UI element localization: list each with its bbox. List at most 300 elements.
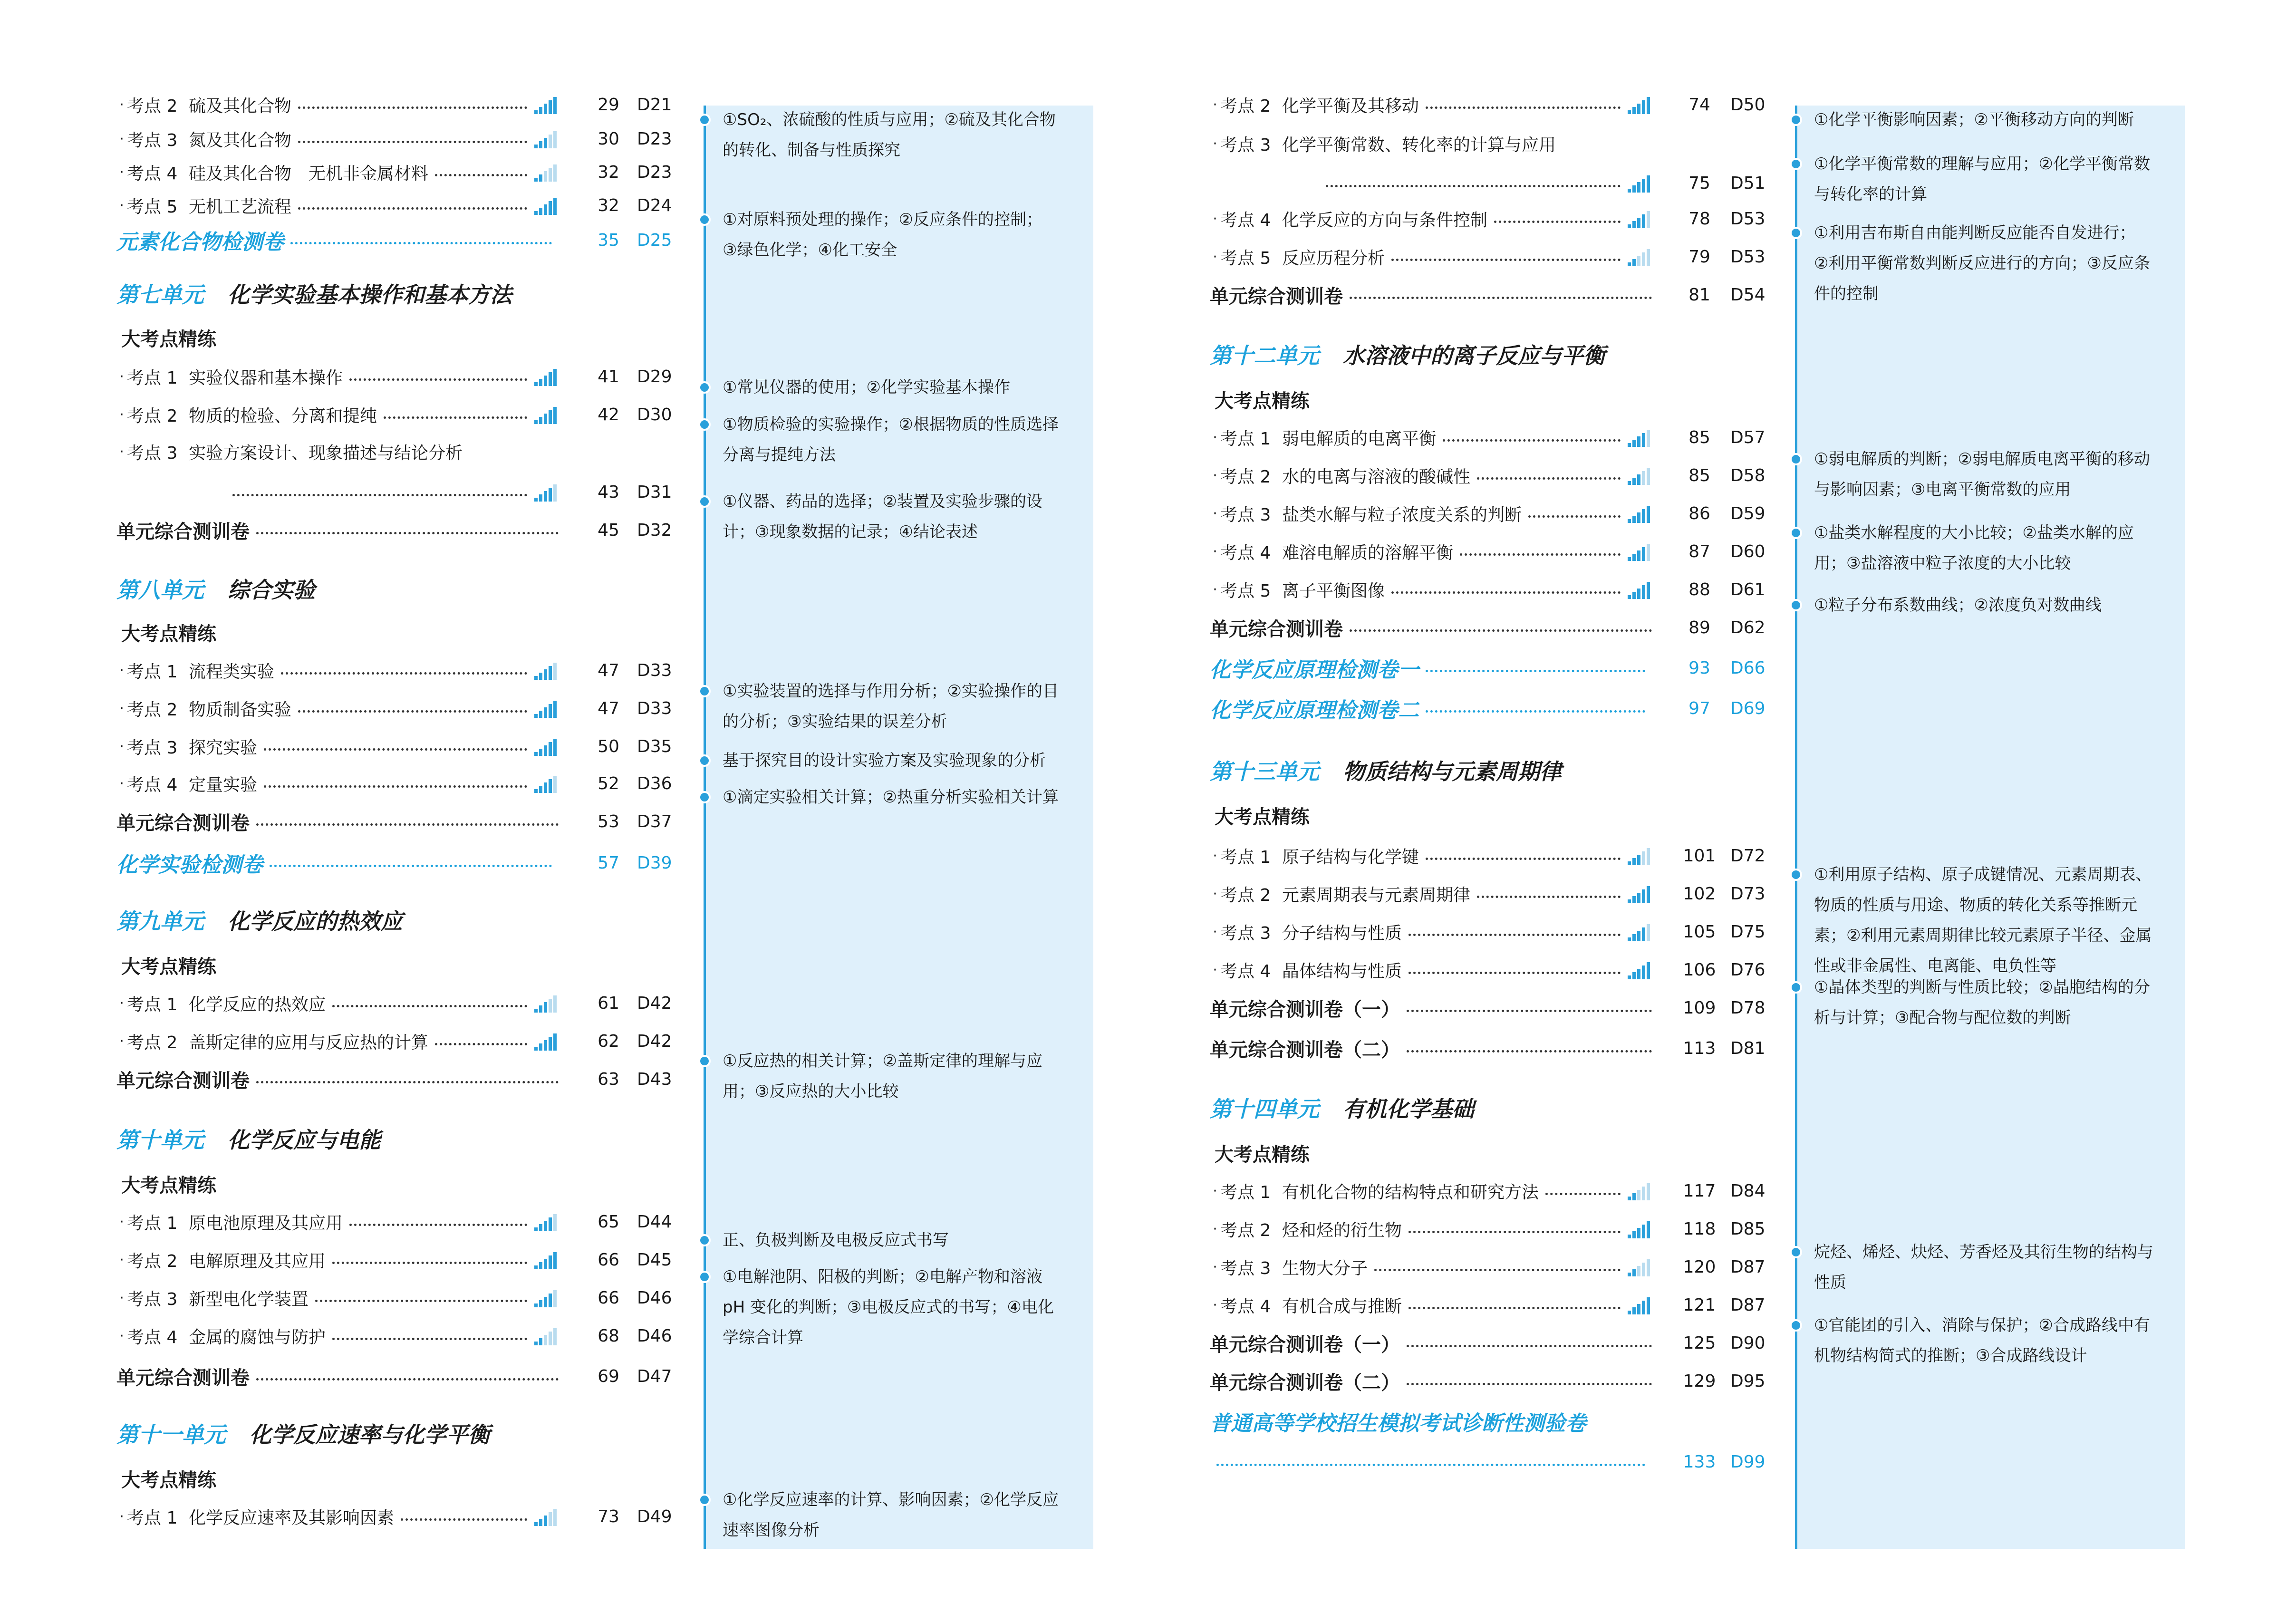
dot-leader bbox=[281, 672, 527, 675]
description-line: ①反应热的相关计算；②盖斯定律的理解与应 bbox=[723, 1052, 1042, 1071]
description-line: ①利用原子结构、原子成键情况、元素周期表、 bbox=[1814, 865, 2152, 884]
topic-title: 化学反应原理检测卷二 bbox=[1210, 698, 1419, 723]
unit-name: 物质结构与元素周期律 bbox=[1343, 759, 1562, 784]
timeline-dot bbox=[700, 756, 709, 765]
answer-page-ref: D42 bbox=[637, 1031, 672, 1051]
unit-number: 第七单元 bbox=[116, 282, 204, 308]
description-line: 的分析；③实验结果的误差分析 bbox=[723, 712, 947, 731]
bullet: · bbox=[119, 1033, 124, 1050]
dot-leader bbox=[1408, 1307, 1621, 1309]
page-number: 43 bbox=[598, 482, 619, 502]
toc-row bbox=[1210, 694, 1765, 723]
unit-name: 化学反应的热效应 bbox=[228, 908, 403, 934]
description-line: pH 变化的判断；③电极反应式的书写；④电化 bbox=[723, 1298, 1054, 1317]
page-number: 69 bbox=[598, 1366, 619, 1386]
description-line: 性或非金属性、电离能、电负性等 bbox=[1814, 956, 2056, 975]
toc-row bbox=[116, 989, 672, 1017]
description-line: ①常见仪器的使用；②化学实验基本操作 bbox=[723, 378, 1010, 397]
toc-row bbox=[116, 1207, 672, 1236]
timeline-dot bbox=[1792, 983, 1800, 992]
unit-heading bbox=[1210, 1091, 1474, 1124]
answer-page-ref: D73 bbox=[1730, 884, 1765, 904]
timeline-dot bbox=[1792, 601, 1800, 609]
page-number: 47 bbox=[598, 698, 619, 718]
dot-leader bbox=[1545, 1193, 1621, 1195]
bullet: · bbox=[1213, 1182, 1217, 1199]
toc-row bbox=[116, 437, 559, 466]
answer-page-ref: D23 bbox=[637, 129, 672, 149]
topic-title: 化学平衡及其移动 bbox=[1282, 96, 1419, 116]
page-number: 32 bbox=[598, 162, 619, 182]
topic-title: 原电池原理及其应用 bbox=[189, 1213, 343, 1233]
dot-leader bbox=[1426, 670, 1645, 672]
topic-number: 考点 4 bbox=[1220, 1296, 1271, 1316]
toc-row bbox=[116, 1362, 672, 1390]
toc-row bbox=[1210, 423, 1765, 452]
topic-number: 考点 2 bbox=[127, 1033, 178, 1052]
unit-heading bbox=[116, 1122, 381, 1155]
description-line: 分离与提纯方法 bbox=[723, 445, 836, 464]
section-subheading: 大考点精练 bbox=[121, 1174, 216, 1197]
answer-page-ref: D57 bbox=[1730, 427, 1765, 447]
topic-number: 考点 4 bbox=[1220, 543, 1271, 563]
toc-row bbox=[116, 769, 672, 798]
toc-row bbox=[1210, 499, 1765, 528]
knowledge-point-description bbox=[1814, 1237, 2175, 1298]
toc-row bbox=[116, 125, 672, 153]
description-line: ①利用吉布斯自由能判断反应能否自发进行； bbox=[1814, 223, 2136, 242]
unit-heading bbox=[116, 1417, 490, 1450]
toc-row bbox=[1319, 169, 1765, 197]
description-line: 与影响因素；③电离平衡常数的应用 bbox=[1814, 480, 2071, 499]
description-line: 析与计算；③配合物与配位数的判断 bbox=[1814, 1008, 2071, 1027]
topic-title: 单元综合测训卷（二） bbox=[1210, 1371, 1400, 1394]
topic-number: 考点 2 bbox=[127, 406, 178, 426]
section-subheading: 大考点精练 bbox=[121, 1469, 216, 1491]
timeline-dot bbox=[700, 1496, 709, 1504]
topic-number: 考点 3 bbox=[127, 443, 178, 463]
topic-number: 考点 3 bbox=[127, 130, 178, 150]
topic-number: 考点 4 bbox=[127, 775, 178, 795]
answer-page-ref: D66 bbox=[1730, 658, 1765, 678]
topic-title: 物质制备实验 bbox=[189, 700, 292, 720]
page-number: 129 bbox=[1683, 1371, 1716, 1391]
page-number: 87 bbox=[1688, 541, 1710, 561]
unit-number: 第十二单元 bbox=[1210, 343, 1319, 368]
topic-number: 考点 1 bbox=[127, 994, 178, 1014]
answer-page-ref: D87 bbox=[1730, 1257, 1765, 1277]
description-line: 用；③反应热的大小比较 bbox=[723, 1082, 899, 1101]
page-number: 133 bbox=[1683, 1452, 1716, 1472]
topic-title: 原子结构与化学键 bbox=[1282, 847, 1419, 867]
answer-page-ref: D85 bbox=[1730, 1219, 1765, 1239]
topic-number: 考点 4 bbox=[1220, 210, 1271, 230]
bullet: · bbox=[119, 775, 124, 792]
topic-number: 考点 2 bbox=[1220, 96, 1271, 116]
difficulty-signal-icon bbox=[1627, 174, 1652, 193]
page-number: 66 bbox=[598, 1288, 619, 1308]
answer-page-ref: D75 bbox=[1730, 922, 1765, 942]
bullet: · bbox=[119, 96, 124, 113]
toc-row bbox=[116, 807, 672, 836]
toc-row bbox=[116, 1322, 672, 1350]
bullet: · bbox=[119, 662, 124, 679]
toc-row bbox=[116, 656, 672, 685]
page-number: 118 bbox=[1683, 1219, 1716, 1239]
dot-leader bbox=[264, 748, 527, 751]
bullet: · bbox=[119, 1508, 124, 1525]
timeline-dot bbox=[700, 793, 709, 801]
dot-leader bbox=[1350, 629, 1652, 632]
difficulty-signal-icon bbox=[534, 1326, 559, 1345]
answer-page-ref: D47 bbox=[637, 1366, 672, 1386]
topic-title: 单元综合测训卷 bbox=[116, 812, 250, 834]
topic-title: 分子结构与性质 bbox=[1282, 923, 1402, 943]
difficulty-signal-icon bbox=[1627, 1295, 1652, 1314]
page-number: 86 bbox=[1688, 503, 1710, 523]
dot-leader bbox=[290, 242, 552, 244]
description-line: ①实验装置的选择与作用分析；②实验操作的目 bbox=[723, 682, 1059, 701]
dot-leader bbox=[264, 785, 527, 788]
page-number: 50 bbox=[598, 736, 619, 756]
toc-row bbox=[1210, 280, 1765, 309]
knowledge-point-description bbox=[723, 486, 1084, 547]
topic-title: 化学反应的方向与条件控制 bbox=[1282, 210, 1488, 230]
page-number: 73 bbox=[598, 1506, 619, 1526]
topic-title: 元素周期表与元素周期律 bbox=[1282, 885, 1471, 905]
toc-row bbox=[1210, 204, 1765, 233]
knowledge-point-description bbox=[1814, 218, 2175, 309]
unit-heading bbox=[116, 277, 512, 310]
difficulty-signal-icon bbox=[534, 1507, 559, 1526]
timeline-dot bbox=[700, 1236, 709, 1245]
topic-number: 考点 2 bbox=[127, 96, 178, 116]
difficulty-signal-icon bbox=[1627, 1181, 1652, 1200]
description-line: 的转化、制备与性质探究 bbox=[723, 141, 900, 160]
bullet: · bbox=[119, 1327, 124, 1344]
knowledge-point-description bbox=[723, 1262, 1084, 1353]
page-number: 35 bbox=[598, 230, 619, 250]
toc-row bbox=[116, 1027, 672, 1055]
topic-number: 考点 4 bbox=[1220, 961, 1271, 981]
description-line: 件的控制 bbox=[1814, 284, 1879, 303]
answer-page-ref: D50 bbox=[1730, 95, 1765, 115]
page-number: 75 bbox=[1688, 173, 1710, 193]
timeline-dot bbox=[700, 116, 709, 124]
topic-title: 定量实验 bbox=[189, 775, 258, 795]
toc-row bbox=[116, 732, 672, 761]
difficulty-signal-icon bbox=[1627, 209, 1652, 228]
timeline-dot bbox=[700, 1057, 709, 1065]
page-number: 53 bbox=[598, 811, 619, 831]
topic-title: 无机工艺流程 bbox=[189, 197, 292, 217]
answer-page-ref: D69 bbox=[1730, 698, 1765, 718]
toc-row bbox=[1210, 841, 1765, 870]
answer-page-ref: D81 bbox=[1730, 1038, 1765, 1058]
difficulty-signal-icon bbox=[534, 196, 559, 215]
bullet: · bbox=[1213, 581, 1217, 598]
topic-number: 考点 1 bbox=[127, 662, 178, 682]
dot-leader bbox=[270, 865, 552, 867]
page-number: 42 bbox=[598, 405, 619, 425]
answer-page-ref: D84 bbox=[1730, 1181, 1765, 1201]
answer-page-ref: D87 bbox=[1730, 1295, 1765, 1315]
knowledge-point-description bbox=[1814, 1310, 2175, 1371]
topic-number: 考点 1 bbox=[127, 1213, 178, 1233]
topic-title: 单元综合测训卷 bbox=[116, 1070, 250, 1092]
difficulty-signal-icon bbox=[1627, 466, 1652, 485]
topic-number: 考点 3 bbox=[127, 1289, 178, 1309]
page-number: 117 bbox=[1683, 1181, 1716, 1201]
toc-row bbox=[116, 1245, 672, 1274]
difficulty-signal-icon bbox=[534, 483, 559, 502]
toc-row bbox=[1210, 461, 1765, 490]
toc-row bbox=[1210, 1291, 1765, 1319]
dot-leader bbox=[435, 174, 527, 176]
description-line: ①化学平衡影响因素；②平衡移动方向的判断 bbox=[1814, 110, 2134, 129]
answer-page-ref: D21 bbox=[637, 95, 672, 115]
difficulty-signal-icon bbox=[534, 994, 559, 1013]
page-number: 93 bbox=[1688, 658, 1710, 678]
section-subheading: 大考点精练 bbox=[1215, 1143, 1310, 1166]
toc-row bbox=[1210, 1367, 1765, 1395]
description-line: ③绿色化学；④化工安全 bbox=[723, 241, 897, 260]
description-line: ①滴定实验相关计算；②热重分析实验相关计算 bbox=[723, 788, 1059, 807]
page-number: 30 bbox=[598, 129, 619, 149]
page-number: 125 bbox=[1683, 1333, 1716, 1353]
timeline-dot bbox=[1792, 870, 1800, 879]
topic-title: 反应历程分析 bbox=[1282, 248, 1385, 268]
topic-title: 化学反应速率及其影响因素 bbox=[189, 1508, 395, 1528]
description-line: ①化学平衡常数的理解与应用；②化学平衡常数 bbox=[1814, 154, 2150, 174]
toc-row bbox=[116, 694, 672, 723]
timeline-dot bbox=[1792, 455, 1800, 463]
topic-title: 探究实验 bbox=[189, 738, 258, 758]
dot-leader bbox=[349, 1224, 527, 1226]
knowledge-point-description bbox=[723, 1485, 1084, 1545]
knowledge-point-description bbox=[723, 1046, 1084, 1107]
topic-number: 考点 1 bbox=[1220, 847, 1271, 867]
topic-title: 化学平衡常数、转化率的计算与应用 bbox=[1282, 135, 1556, 155]
unit-name: 有机化学基础 bbox=[1343, 1096, 1474, 1122]
topic-title: 难溶电解质的溶解平衡 bbox=[1282, 543, 1454, 563]
topic-title: 弱电解质的电离平衡 bbox=[1282, 429, 1437, 449]
page-number: 78 bbox=[1688, 209, 1710, 229]
page-number: 105 bbox=[1683, 922, 1716, 942]
bullet: · bbox=[1213, 248, 1217, 265]
topic-title: 化学反应的热效应 bbox=[189, 994, 326, 1014]
difficulty-signal-icon bbox=[534, 774, 559, 793]
description-line: 烷烃、烯烃、炔烃、芳香烃及其衍生物的结构与 bbox=[1814, 1243, 2153, 1262]
topic-number: 考点 2 bbox=[1220, 1220, 1271, 1240]
answer-page-ref: D35 bbox=[637, 736, 672, 756]
toc-row bbox=[1210, 879, 1765, 908]
topic-title: 水的电离与溶液的酸碱性 bbox=[1282, 467, 1471, 487]
page-number: 101 bbox=[1683, 846, 1716, 866]
unit-number: 第十一单元 bbox=[116, 1422, 226, 1448]
dot-leader bbox=[315, 1300, 527, 1302]
page-number: 41 bbox=[598, 367, 619, 386]
answer-page-ref: D24 bbox=[637, 195, 672, 215]
toc-row bbox=[1210, 613, 1765, 642]
answer-page-ref: D45 bbox=[637, 1250, 672, 1270]
topic-title: 金属的腐蚀与防护 bbox=[189, 1327, 326, 1347]
toc-row bbox=[116, 226, 672, 254]
page-number: 68 bbox=[598, 1326, 619, 1346]
toc-row bbox=[116, 362, 672, 391]
description-line: 计；③现象数据的记录；④结论表述 bbox=[723, 522, 978, 541]
dot-leader bbox=[1374, 1269, 1621, 1271]
page-number: 88 bbox=[1688, 579, 1710, 599]
page-number: 63 bbox=[598, 1069, 619, 1089]
answer-page-ref: D33 bbox=[637, 698, 672, 718]
page-number: 113 bbox=[1683, 1038, 1716, 1058]
description-line: ①官能团的引入、消除与保护；②合成路线中有 bbox=[1814, 1316, 2150, 1335]
answer-page-ref: D29 bbox=[637, 367, 672, 386]
timeline-dot bbox=[700, 497, 709, 506]
topic-title: 流程类实验 bbox=[189, 662, 275, 682]
answer-page-ref: D32 bbox=[637, 520, 672, 540]
left-timeline-line bbox=[704, 106, 706, 1549]
topic-number: 考点 1 bbox=[1220, 429, 1271, 449]
answer-page-ref: D49 bbox=[637, 1506, 672, 1526]
bullet: · bbox=[119, 1251, 124, 1268]
difficulty-signal-icon bbox=[534, 1288, 559, 1307]
timeline-dot bbox=[1792, 1321, 1800, 1330]
page-number: 102 bbox=[1683, 884, 1716, 904]
answer-page-ref: D36 bbox=[637, 773, 672, 793]
topic-number: 考点 3 bbox=[1220, 1258, 1271, 1278]
topic-title: 单元综合测训卷 bbox=[1210, 618, 1343, 640]
page-number: 74 bbox=[1688, 95, 1710, 115]
dot-leader bbox=[1460, 553, 1621, 556]
timeline-dot bbox=[700, 1273, 709, 1281]
timeline-dot bbox=[1792, 229, 1800, 237]
dot-leader bbox=[1477, 896, 1621, 898]
unit-number: 第十四单元 bbox=[1210, 1096, 1319, 1122]
dot-leader bbox=[349, 378, 527, 381]
bullet: · bbox=[1213, 847, 1217, 864]
unit-number: 第八单元 bbox=[116, 577, 204, 603]
answer-page-ref: D72 bbox=[1730, 846, 1765, 866]
difficulty-signal-icon bbox=[534, 1212, 559, 1231]
difficulty-signal-icon bbox=[1627, 884, 1652, 903]
toc-row bbox=[1210, 1034, 1765, 1062]
bullet: · bbox=[1213, 135, 1217, 152]
description-line: 用；③盐溶液中粒子浓度的大小比较 bbox=[1814, 554, 2071, 573]
topic-title: 盐类水解与粒子浓度关系的判断 bbox=[1282, 505, 1522, 525]
answer-page-ref: D61 bbox=[1730, 579, 1765, 599]
knowledge-point-description bbox=[1814, 149, 2175, 210]
dot-leader bbox=[256, 1081, 559, 1083]
topic-title: 实验方案设计、现象描述与结论分析 bbox=[189, 443, 463, 463]
topic-title: 硫及其化合物 bbox=[189, 96, 292, 116]
page-number: 62 bbox=[598, 1031, 619, 1051]
unit-name: 水溶液中的离子反应与平衡 bbox=[1343, 343, 1605, 368]
dot-leader bbox=[1426, 858, 1621, 860]
toc-row bbox=[116, 158, 672, 186]
difficulty-signal-icon bbox=[534, 95, 559, 114]
difficulty-signal-icon bbox=[1627, 247, 1652, 266]
toc-row bbox=[1210, 1407, 1652, 1436]
description-line: ①化学反应速率的计算、影响因素；②化学反应 bbox=[723, 1490, 1059, 1509]
difficulty-signal-icon bbox=[1627, 922, 1652, 941]
section-subheading: 大考点精练 bbox=[121, 956, 216, 978]
timeline-dot bbox=[1792, 529, 1800, 537]
topic-number: 考点 1 bbox=[127, 368, 178, 388]
unit-name: 化学反应速率与化学平衡 bbox=[250, 1422, 490, 1448]
knowledge-point-description bbox=[1814, 444, 2175, 505]
difficulty-signal-icon bbox=[1627, 1219, 1652, 1238]
dot-leader bbox=[298, 141, 527, 143]
unit-heading bbox=[1210, 338, 1605, 371]
topic-number: 考点 3 bbox=[1220, 505, 1271, 525]
topic-number: 考点 2 bbox=[1220, 885, 1271, 905]
answer-page-ref: D90 bbox=[1730, 1333, 1765, 1353]
dot-leader bbox=[1408, 934, 1621, 936]
bullet: · bbox=[1213, 1258, 1217, 1275]
topic-number: 考点 2 bbox=[127, 700, 178, 720]
bullet: · bbox=[1213, 467, 1217, 484]
toc-row bbox=[1210, 575, 1765, 604]
knowledge-point-description bbox=[723, 204, 1084, 265]
right-timeline-line bbox=[1795, 106, 1797, 1549]
difficulty-signal-icon bbox=[1627, 960, 1652, 979]
difficulty-signal-icon bbox=[1627, 504, 1652, 523]
difficulty-signal-icon bbox=[534, 405, 559, 424]
bullet: · bbox=[1213, 885, 1217, 902]
topic-title: 烃和烃的衍生物 bbox=[1282, 1220, 1402, 1240]
description-line: 基于探究目的设计实验方案及实验现象的分析 bbox=[723, 751, 1046, 770]
topic-title: 单元综合测训卷 bbox=[116, 1367, 250, 1389]
toc-row bbox=[1210, 956, 1765, 984]
dot-leader bbox=[1326, 185, 1621, 187]
answer-page-ref: D33 bbox=[637, 660, 672, 680]
bullet: · bbox=[119, 1289, 124, 1306]
description-line: ①晶体类型的判断与性质比较；②晶胞结构的分 bbox=[1814, 978, 2150, 997]
description-line: ①电解池阴、阳极的判断；②电解产物和溶液 bbox=[723, 1267, 1042, 1286]
toc-row bbox=[1210, 654, 1765, 682]
bullet: · bbox=[119, 700, 124, 717]
difficulty-signal-icon bbox=[534, 163, 559, 182]
dot-leader bbox=[1350, 297, 1652, 299]
toc-row bbox=[116, 1284, 672, 1312]
dot-leader bbox=[401, 1518, 527, 1521]
page-number: 65 bbox=[598, 1212, 619, 1232]
dot-leader bbox=[332, 1262, 527, 1264]
page-number: 29 bbox=[598, 95, 619, 115]
answer-page-ref: D54 bbox=[1730, 285, 1765, 305]
description-line: ①对原料预处理的操作；②反应条件的控制； bbox=[723, 210, 1042, 229]
page-number: 66 bbox=[598, 1250, 619, 1270]
difficulty-signal-icon bbox=[1627, 846, 1652, 865]
bullet: · bbox=[1213, 429, 1217, 446]
answer-page-ref: D78 bbox=[1730, 998, 1765, 1018]
description-line: ①物质检验的实验操作；②根据物质的性质选择 bbox=[723, 415, 1059, 434]
toc-row bbox=[116, 1065, 672, 1093]
bullet: · bbox=[119, 443, 124, 460]
answer-page-ref: D53 bbox=[1730, 209, 1765, 229]
dot-leader bbox=[256, 823, 559, 826]
dot-leader bbox=[384, 416, 527, 419]
bullet: · bbox=[119, 368, 124, 385]
answer-page-ref: D39 bbox=[637, 853, 672, 873]
topic-title: 单元综合测训卷 bbox=[116, 521, 250, 543]
toc-row bbox=[1210, 1448, 1765, 1476]
page-number: 109 bbox=[1683, 998, 1716, 1018]
page-number: 61 bbox=[598, 993, 619, 1013]
difficulty-signal-icon bbox=[1627, 542, 1652, 561]
